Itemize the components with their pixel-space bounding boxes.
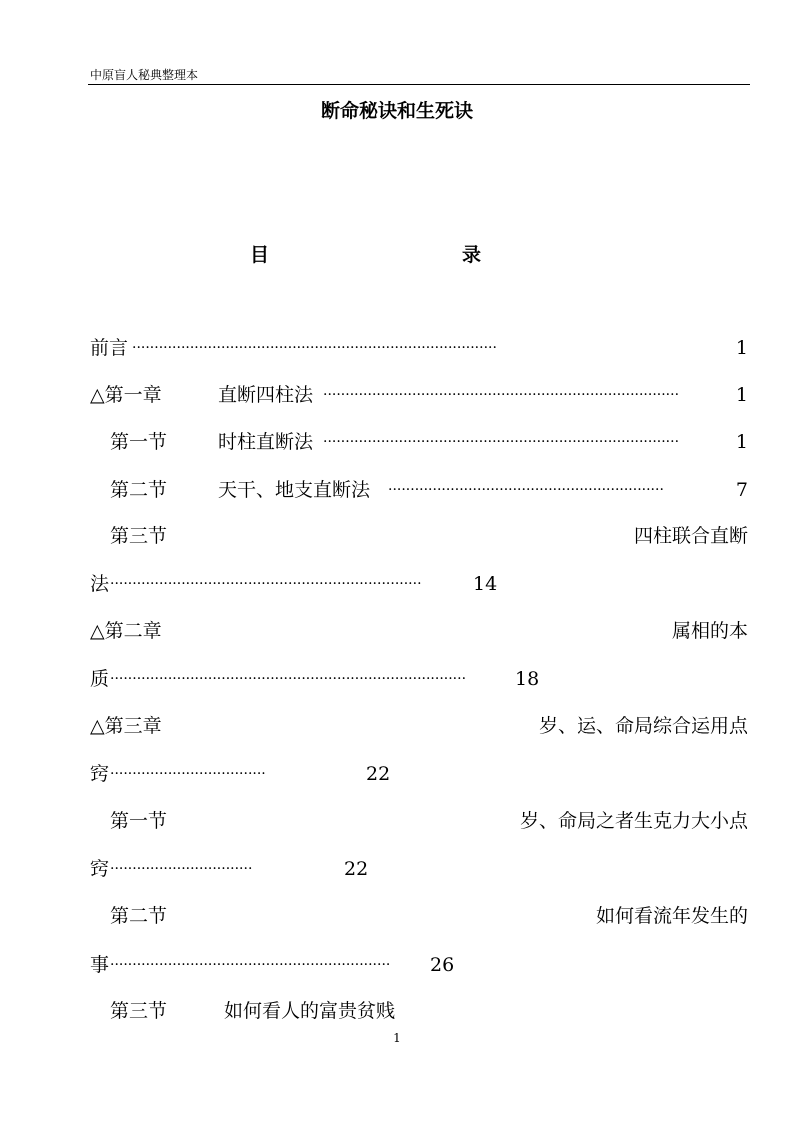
- toc-leader: ······························································: [388, 482, 664, 498]
- toc-page: 1: [735, 337, 748, 359]
- toc-title: 如何看流年发生的: [595, 905, 748, 927]
- toc-page: 18: [515, 668, 540, 690]
- toc-page: 14: [473, 573, 498, 595]
- toc-label: △第二章: [90, 620, 162, 642]
- toc-entry-preface[interactable]: [90, 334, 748, 362]
- toc-heading-right: 录: [462, 244, 482, 266]
- toc-entry-ch1-sec3[interactable]: [90, 522, 748, 550]
- toc-entry-ch1-sec3-cont[interactable]: [90, 570, 748, 598]
- toc-entry-ch3-sec1-cont[interactable]: [90, 855, 748, 883]
- toc-entry-chapter-3-cont[interactable]: [90, 760, 748, 788]
- toc-title: 时柱直断法: [218, 431, 314, 453]
- toc-title: 岁、命局之者生克力大小点: [519, 810, 748, 832]
- toc-label: △第三章: [90, 715, 162, 737]
- toc-leader: ···································: [110, 766, 266, 782]
- toc-title: 四柱联合直断: [633, 525, 748, 547]
- toc-label: 质: [90, 668, 110, 690]
- toc-entry-ch1-sec2[interactable]: [90, 476, 748, 504]
- toc-label: 事: [90, 954, 110, 976]
- toc-label: 第一节: [110, 431, 168, 453]
- toc-title: 如何看人的富贵贫贱: [224, 1000, 396, 1022]
- toc-page: 7: [735, 479, 748, 501]
- toc-page: 22: [366, 763, 391, 785]
- toc-label: △第一章: [90, 384, 162, 406]
- toc-entry-ch3-sec2[interactable]: [90, 902, 748, 930]
- toc-leader: ··················································································: [132, 340, 497, 356]
- toc-label: 第三节: [110, 525, 168, 547]
- toc-page: 26: [430, 954, 455, 976]
- toc-label: 第三节: [110, 1000, 168, 1022]
- toc-leader: ················································································: [323, 387, 680, 403]
- toc-entry-ch3-sec1[interactable]: [90, 807, 748, 835]
- toc-title: 天干、地支直断法: [218, 479, 371, 501]
- page-number: 1: [393, 1031, 401, 1045]
- toc-leader: ················································································: [323, 434, 680, 450]
- header-rule: [88, 84, 750, 85]
- toc-entry-chapter-1[interactable]: [90, 381, 748, 409]
- toc-label: 第二节: [110, 479, 168, 501]
- toc-label: 前言: [90, 337, 129, 359]
- toc-title: 直断四柱法: [218, 384, 314, 406]
- toc-heading-left: 目: [250, 244, 270, 266]
- toc-entry-chapter-2-cont[interactable]: [90, 665, 748, 693]
- toc-label: 第一节: [110, 810, 168, 832]
- toc-page: 1: [735, 384, 748, 406]
- toc-page: 22: [344, 858, 369, 880]
- toc-label: 第二节: [110, 905, 168, 927]
- toc-title: 岁、运、命局综合运用点: [538, 715, 748, 737]
- toc-entry-chapter-3[interactable]: [90, 712, 748, 740]
- toc-leader: ································: [110, 861, 253, 877]
- toc-leader: ·······························································: [110, 957, 391, 973]
- toc-leader: ················································································: [110, 671, 467, 687]
- toc-entry-ch1-sec1[interactable]: [90, 428, 748, 456]
- running-header: 中原盲人秘典整理本: [90, 68, 199, 82]
- toc-label: 窍: [90, 858, 110, 880]
- toc-entry-ch3-sec3[interactable]: [90, 997, 748, 1025]
- toc-label: 窍: [90, 763, 110, 785]
- document-title: 断命秘诀和生死诀: [320, 100, 473, 122]
- toc-title: 属相的本: [671, 620, 748, 642]
- toc-entry-ch3-sec2-cont[interactable]: [90, 951, 748, 979]
- toc-entry-chapter-2[interactable]: [90, 617, 748, 645]
- toc-page: 1: [735, 431, 748, 453]
- toc-leader: ······································································: [110, 576, 422, 592]
- toc-label: 法: [90, 573, 110, 595]
